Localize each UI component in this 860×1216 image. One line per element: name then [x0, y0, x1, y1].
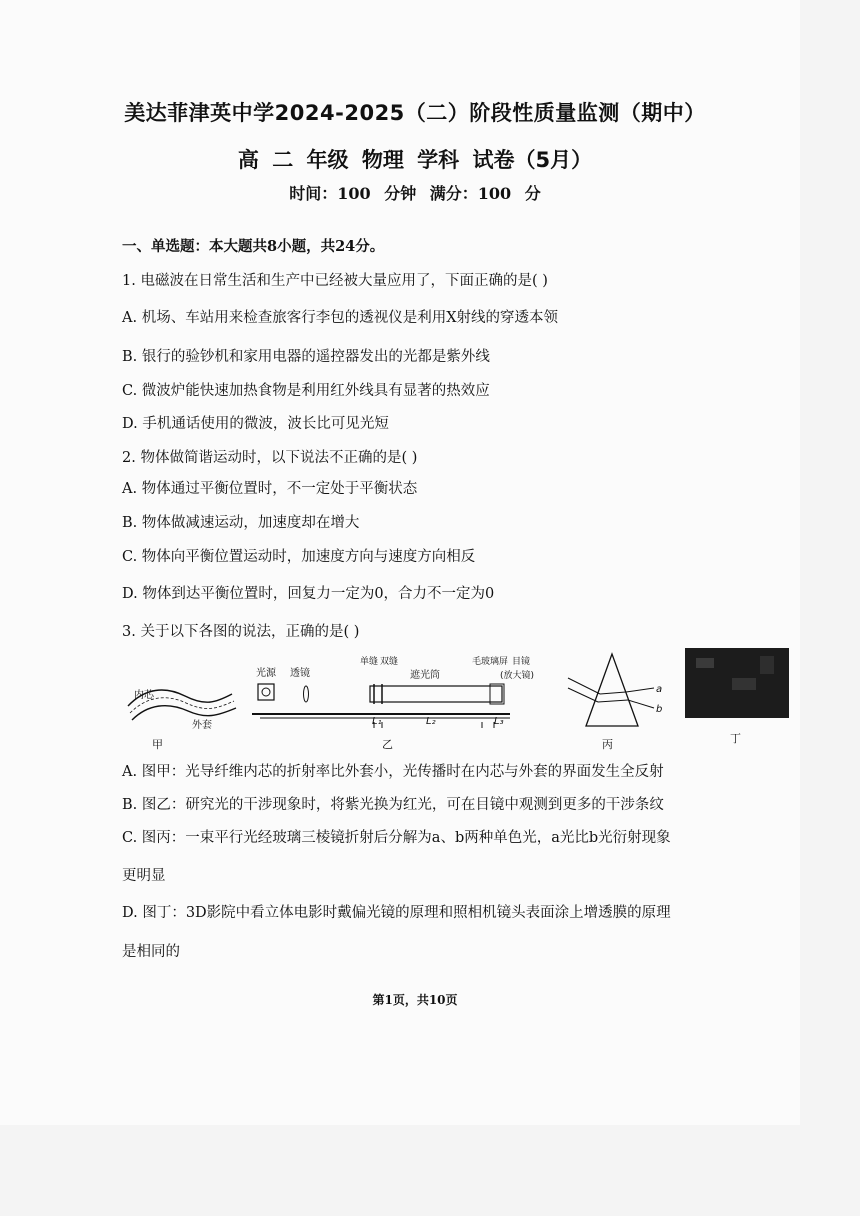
- q1-option-c: C. 微波炉能快速加热食物是利用红外线具有显著的热效应: [122, 383, 490, 399]
- exam-info: 时间：100 分钟 满分：100 分: [289, 184, 541, 203]
- q2-option-b: B. 物体做减速运动，加速度却在增大: [122, 515, 360, 531]
- q1-stem: 1. 电磁波在日常生活和生产中已经被大量应用了，下面正确的是( ): [122, 273, 548, 289]
- yi-magnifier: (放大镜): [500, 671, 535, 681]
- yi-single-slit: 单缝: [360, 657, 379, 667]
- q2-stem: 2. 物体做简谐运动时，以下说法不正确的是( ): [122, 450, 418, 466]
- q2-option-d: D. 物体到达平衡位置时，回复力一定为0，合力不一定为0: [122, 586, 495, 602]
- caption-ding: 丁: [730, 732, 741, 745]
- yi-l2: L₂: [426, 716, 436, 727]
- bing-label-a: a: [656, 684, 663, 695]
- yi-l3: L₃: [494, 716, 504, 727]
- page-number: 第1页，共10页: [372, 993, 458, 1007]
- ding-photo-noise-3: [760, 656, 774, 674]
- bing-out-ray-b: [628, 700, 654, 708]
- q1-option-d: D. 手机通话使用的微波，波长比可见光短: [122, 416, 389, 432]
- caption-yi: 乙: [382, 738, 393, 751]
- figure-jia: [128, 688, 236, 751]
- bing-prism: [586, 654, 638, 726]
- q3-option-c: C. 图丙：一束平行光经玻璃三棱镜折射后分解为a、b两种单色光，a光比b光衍射现象: [122, 830, 671, 846]
- bing-incident-ray-2: [568, 688, 598, 702]
- yi-l1: L₁: [372, 716, 382, 727]
- yi-lens-shape: [304, 686, 309, 702]
- q3-figures: [120, 648, 800, 758]
- yi-frosted-screen: 毛玻璃屏: [472, 657, 509, 667]
- fiber-outer-label: 外套: [192, 720, 212, 731]
- bing-inner-ray-2: [598, 700, 628, 702]
- yi-tube-body: [370, 686, 502, 702]
- bing-label-b: b: [656, 704, 663, 715]
- caption-bing: 丙: [602, 738, 613, 751]
- fiber-outer-bottom: [132, 706, 236, 720]
- q1-option-a: A. 机场、车站用来检查旅客行李包的透视仪是利用X射线的穿透本领: [122, 310, 559, 326]
- figure-yi: [252, 655, 534, 751]
- yi-source-box: [258, 684, 274, 700]
- bing-out-ray-a: [626, 688, 654, 692]
- ding-photo-noise-1: [696, 658, 714, 668]
- q3-option-b: B. 图乙：研究光的干涉现象时，将紫光换为红光，可在目镜中观测到更多的干涉条纹: [122, 797, 664, 813]
- section-heading: 一、单选题：本大题共8小题，共24分。: [122, 238, 385, 255]
- yi-lens: 透镜: [290, 668, 310, 679]
- yi-eyepiece: 目镜: [512, 657, 531, 667]
- figure-bing: [568, 654, 662, 751]
- caption-jia: 甲: [152, 738, 163, 751]
- figure-ding: [685, 648, 789, 745]
- q3-stem: 3. 关于以下各图的说法，正确的是( ): [122, 624, 360, 640]
- exam-title: 美达菲津英中学2024-2025（二）阶段性质量监测（期中）: [124, 101, 706, 125]
- q1-option-b: B. 银行的验钞机和家用电器的遥控器发出的光都是紫外线: [122, 349, 490, 365]
- yi-light-source: 光源: [256, 668, 276, 679]
- q3-option-d: D. 图丁：3D影院中看立体电影时戴偏光镜的原理和照相机镜头表面涂上增透膜的原理: [122, 905, 671, 921]
- bing-inner-ray-1: [600, 692, 626, 694]
- ding-photo-noise-2: [732, 678, 756, 690]
- exam-subtitle: 高 二 年级 物理 学科 试卷（5月）: [237, 148, 593, 172]
- yi-bulb: [262, 688, 270, 696]
- q3-option-d-cont: 是相同的: [122, 944, 180, 960]
- fiber-inner-label: 内芯: [134, 690, 154, 701]
- q2-option-c: C. 物体向平衡位置运动时，加速度方向与速度方向相反: [122, 549, 476, 565]
- q3-option-a: A. 图甲：光导纤维内芯的折射率比外套小，光传播时在内芯与外套的界面发生全反射: [122, 764, 664, 780]
- yi-tube: 遮光筒: [410, 670, 440, 681]
- bing-incident-ray-1: [568, 678, 600, 694]
- yi-double-slit: 双缝: [380, 657, 399, 667]
- q2-option-a: A. 物体通过平衡位置时，不一定处于平衡状态: [122, 481, 418, 497]
- q3-option-c-cont: 更明显: [122, 868, 166, 884]
